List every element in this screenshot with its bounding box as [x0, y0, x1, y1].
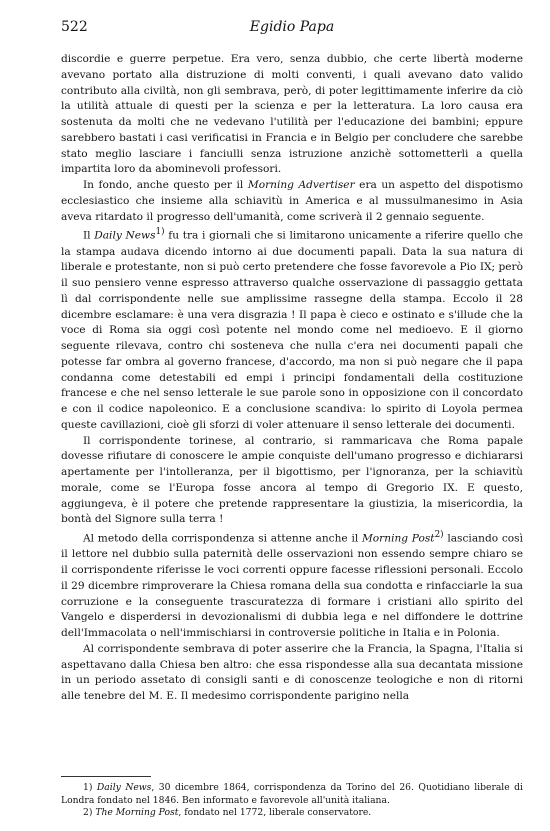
page-number: 522	[61, 19, 88, 35]
paragraph: Il corrispondente torinese, al contrario, si rammaricava che Roma papale dovesse rifiutare di conoscere le ampie conquiste dell'umano progresso e dichiararsi apertamente per l'intolleranza, per il bigottismo, per l'ignoranza, per la schiavitù morale, come se l'Europa fosse ancora al tempo di Gregorio IX. E questo, aggiungeva, è il potere che pretende rappresentare la giustizia, la misericordia, la bontà del Signore sulla terra !	[61, 434, 523, 526]
body-text	[61, 52, 523, 705]
footnote-divider	[61, 776, 151, 777]
running-header	[61, 17, 523, 37]
running-title: Egidio Papa	[249, 19, 335, 35]
footnote-ref: 1)	[155, 227, 165, 238]
paragraph: Al corrispondente sembrava di poter asserire che la Francia, la Spagna, l'Italia si aspettavano dalla Chiesa ben altro: che essa rispondesse alla sua decantata missione in un periodo assetato di consigli santi e di conoscenze teologiche e non di ritorni alle tenebre del M. E. Il medesimo corrispondente parigino nella	[61, 642, 523, 703]
footnote: 1) Daily News, 30 dicembre 1864, corrispondenza da Torino del 26. Quotidiano liberale di Londra fondato nel 1846. Ben informato e favorevole all'unità italiana.	[61, 782, 523, 806]
newspaper-title: Morning Post	[361, 532, 435, 545]
footnotes	[61, 782, 523, 820]
footnote: 2) The Morning Post, fondato nel 1772, liberale conservatore.	[83, 807, 372, 818]
paragraph: Al metodo della corrispondenza si attenne anche il Morning Post$^{2)}$ lasciando così il lettore nel dubbio sulla paternità delle osservazioni non essendo sempre chiaro se il corrispondente riferisse le voci correnti oppure facesse riflessioni personali. Eccolo il 29 dicembre rimproverare la Chiesa romana della sua condotta e rinfacciarle la sua corruzione e la conseguente trascuratezza di formare i cristiani allo spirito del Vangelo e disperdersi in devozionalismi di dubbia lega e nel diffondere le dottrine dell'Immacolata o nell'immischiarsi in controversie politiche in Italia e in Polonia.	[61, 530, 523, 640]
footnote-mark: 1)	[83, 782, 93, 793]
paragraph: discordie e guerre perpetue. Era vero, senza dubbio, che certe libertà moderne avevano portato alla distruzione di molti conventi, i quali avevano dato valido contributo alla civiltà, non gli sembrava, però, di poter legittimamente inferire da ciò la utilità attuale di questi per la scienza e per la letteratura. La loro causa era sostenuta da molti che ne vedevano l'utilità per l'educazione dei bambini; eppure sarebbero bastati i casi verificatisi in Francia e in Belgio per concludere che sarebbe stato meglio lasciare i fanciulli senza istruzione anzichè sottometterli a quella impartita loro da abominevoli professori.	[61, 53, 523, 176]
newspaper-title: Morning Advertiser	[247, 179, 355, 191]
paragraph: In fondo, anche questo per il Morning Advertiser era un aspetto del dispotismo ecclesiastico che insieme alla schiavitù in America e al mussulmanesimo in Asia aveva ritardato il progresso dell'umanità, come scriverà il 2 gennaio seguente.	[61, 179, 524, 223]
paragraph: Il Daily News$^{1)}$ fu tra i giornali che si limitarono unicamente a riferire quello che la stampa audava dicendo intorno ai due documenti papali. Data la sua natura di liberale e protestante, non si può certo pretendere che fosse favorevole a Pio IX; però il suo pensiero venne espresso attraverso qualche osservazione di passaggio gettata lì dal corrispondente nelle sue amplissime rassegne della stampa. Eccolo il 28 dicembre esclamare: è una vera disgrazia ! Il papa è cieco e ostinato e s'illude che la voce di Roma sia oggi così potente nel mondo come nel medioevo. E il giorno seguente rilevava, contro chi sosteneva che nulla c'era nei documenti papali che potesse far ombra al governo francese, d'accordo, ma non si può negare che il papa condanna come detestabili ed empi i principi fondamentali della costituzione francese e che nel senso letterale le sue parole sono in opposizione con il concordato e con il codice napoleonico. E a conclusione scandiva: lo spirito di Loyola permea queste cavillazioni, cioè gli sforzi di voler attenuare il senso letterale dei documenti.	[61, 227, 523, 431]
footnote-ref: 2)	[434, 530, 444, 541]
footnote-mark: 2)	[83, 807, 93, 818]
newspaper-title: Daily News	[94, 229, 156, 242]
